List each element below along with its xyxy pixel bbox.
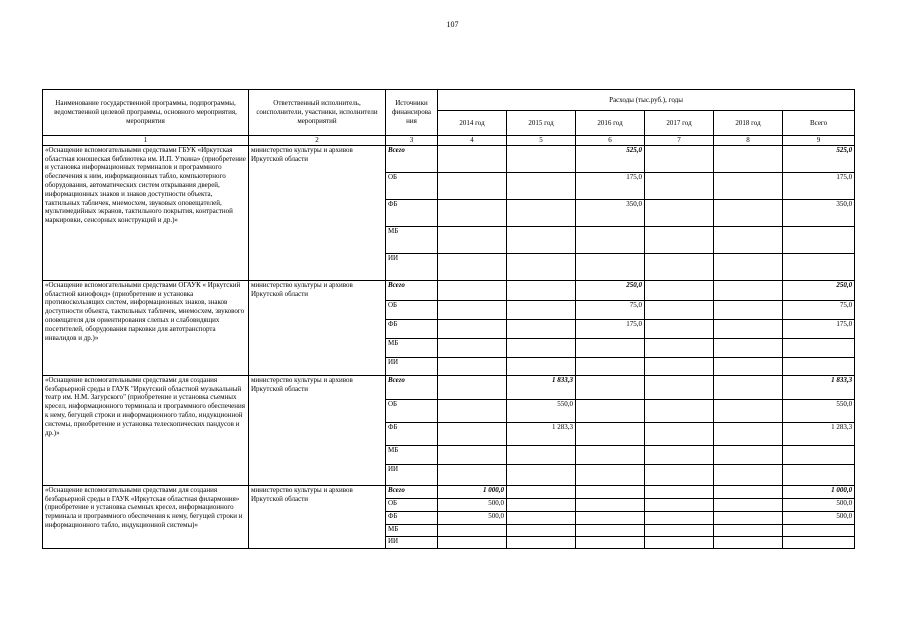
- year-value: [645, 319, 714, 338]
- year-value: [438, 253, 507, 280]
- table-row: [43, 280, 855, 300]
- column-number: 3: [386, 136, 438, 146]
- funding-source: МБ: [386, 226, 438, 253]
- year-value: [438, 536, 507, 548]
- table-row: [43, 485, 855, 498]
- header-executor: Ответственный исполнитель, соисполнители, участники, исполнители мероприятий: [249, 90, 386, 136]
- year-value: [645, 498, 714, 511]
- activity-executor: министерство культуры и архивов Иркутской области: [249, 145, 386, 280]
- header-year: 2016 год: [576, 111, 645, 136]
- year-value: [576, 536, 645, 548]
- year-value: 175,0: [576, 172, 645, 199]
- year-value: 500,0: [438, 498, 507, 511]
- total-value: 550,0: [783, 399, 855, 422]
- column-number: 9: [783, 136, 855, 146]
- year-value: [438, 226, 507, 253]
- year-value: [645, 253, 714, 280]
- year-value: [507, 280, 576, 300]
- year-value: [438, 375, 507, 399]
- year-value: [507, 511, 576, 524]
- header-costs: Расходы (тыс.руб.), годы: [438, 90, 855, 111]
- activity-name: «Оснащение вспомогательными средствами для создания безбарьерной среды в ГАУК «Иркутская областная филармония» (приобретение и установка съемных кресел, информационного терминала и программного обеспечения к нему, бегущей строки и информационного табло, индукционной системы)»: [43, 485, 249, 548]
- year-value: [507, 498, 576, 511]
- year-value: [645, 357, 714, 375]
- year-value: 75,0: [576, 300, 645, 319]
- year-value: [645, 511, 714, 524]
- year-value: 550,0: [507, 399, 576, 422]
- year-value: [714, 226, 783, 253]
- year-value: [714, 300, 783, 319]
- year-value: [714, 498, 783, 511]
- column-number: 1: [43, 136, 249, 146]
- year-value: [714, 280, 783, 300]
- year-value: [714, 338, 783, 357]
- total-value: [783, 524, 855, 536]
- funding-source: Всего: [386, 485, 438, 498]
- year-value: [438, 280, 507, 300]
- year-value: [507, 145, 576, 172]
- total-value: [783, 253, 855, 280]
- year-value: [714, 172, 783, 199]
- year-value: [714, 357, 783, 375]
- year-value: [714, 445, 783, 464]
- year-value: [576, 226, 645, 253]
- funding-source: ОБ: [386, 498, 438, 511]
- funding-source: ИИ: [386, 253, 438, 280]
- header-year: 2014 год: [438, 111, 507, 136]
- year-value: [438, 445, 507, 464]
- year-value: [714, 511, 783, 524]
- page-number: 107: [446, 20, 459, 29]
- activity-name: «Оснащение вспомогательными средствами для создания безбарьерной среды в ГАУК "Иркутский областной музыкальный театр им. Н.М. Загурского" (приобретение и установка съемных кресел, информационного терминала и программного обеспечения к нему, бегущей строки и информационного табло, индукционной системы, приобретение и установка телескопических пандусов и др.)»: [43, 375, 249, 485]
- year-value: [507, 357, 576, 375]
- total-value: [783, 338, 855, 357]
- table-row: [43, 375, 855, 399]
- year-value: [507, 199, 576, 226]
- year-value: [507, 524, 576, 536]
- funding-source: ОБ: [386, 300, 438, 319]
- year-value: [645, 399, 714, 422]
- year-value: [576, 422, 645, 445]
- year-value: [507, 253, 576, 280]
- funding-source: ФБ: [386, 199, 438, 226]
- activity-executor: министерство культуры и архивов Иркутской области: [249, 280, 386, 375]
- year-value: [714, 253, 783, 280]
- funding-source: Всего: [386, 375, 438, 399]
- year-value: [438, 357, 507, 375]
- year-value: 1 283,3: [507, 422, 576, 445]
- year-value: [576, 511, 645, 524]
- total-value: 525,0: [783, 145, 855, 172]
- year-value: [438, 300, 507, 319]
- year-value: [507, 485, 576, 498]
- year-value: [576, 357, 645, 375]
- year-value: [576, 375, 645, 399]
- year-value: [645, 422, 714, 445]
- year-value: [438, 464, 507, 485]
- funding-source: МБ: [386, 445, 438, 464]
- total-value: [783, 357, 855, 375]
- activity-executor: министерство культуры и архивов Иркутской области: [249, 485, 386, 548]
- total-value: [783, 464, 855, 485]
- year-value: [507, 338, 576, 357]
- year-value: [645, 145, 714, 172]
- header-year: 2018 год: [714, 111, 783, 136]
- total-value: 500,0: [783, 498, 855, 511]
- activity-name: «Оснащение вспомогательными средствами ГБУК «Иркутская областная юношеская библиотека им. И.П. Уткина» (приобретение и установка информационных терминалов и программного обеспечения к ним, информационных табло, компьютерного оборудования, автоматических систем открывания дверей, информационных знаков и знаков доступности объекта, тактильных табличек, мнемосхем, звуковых оповещателей, мультимедийных экранов, тактильного покрытия, контрастной маркировки, сенсорных конструкций и др.)»: [43, 145, 249, 280]
- year-value: [645, 300, 714, 319]
- header-year: 2015 год: [507, 111, 576, 136]
- total-value: 500,0: [783, 511, 855, 524]
- funding-source: ИИ: [386, 536, 438, 548]
- funding-source: ИИ: [386, 464, 438, 485]
- total-value: 75,0: [783, 300, 855, 319]
- year-value: [645, 375, 714, 399]
- year-value: [645, 485, 714, 498]
- year-value: [438, 199, 507, 226]
- header-year: 2017 год: [645, 111, 714, 136]
- year-value: 175,0: [576, 319, 645, 338]
- funding-source: Всего: [386, 145, 438, 172]
- total-value: [783, 445, 855, 464]
- year-value: [576, 485, 645, 498]
- header-name: Наименование государственной программы, подпрограммы, ведомственной целевой программы, основного мероприятия, мероприятия: [43, 90, 249, 136]
- year-value: [507, 226, 576, 253]
- header-total: Всего: [783, 111, 855, 136]
- year-value: [576, 524, 645, 536]
- funding-source: ФБ: [386, 319, 438, 338]
- funding-source: МБ: [386, 524, 438, 536]
- year-value: [438, 338, 507, 357]
- year-value: [714, 145, 783, 172]
- funding-source: Всего: [386, 280, 438, 300]
- year-value: 500,0: [438, 511, 507, 524]
- year-value: [714, 422, 783, 445]
- expenses-table: [42, 89, 855, 549]
- year-value: [507, 172, 576, 199]
- year-value: [576, 498, 645, 511]
- year-value: [714, 319, 783, 338]
- column-number: 4: [438, 136, 507, 146]
- year-value: [714, 536, 783, 548]
- year-value: [438, 145, 507, 172]
- year-value: [507, 536, 576, 548]
- total-value: 1 283,3: [783, 422, 855, 445]
- year-value: [507, 300, 576, 319]
- year-value: [576, 399, 645, 422]
- year-value: [507, 445, 576, 464]
- year-value: [714, 464, 783, 485]
- year-value: [714, 375, 783, 399]
- year-value: [576, 338, 645, 357]
- table-row: [43, 145, 855, 172]
- year-value: [645, 445, 714, 464]
- total-value: 175,0: [783, 319, 855, 338]
- year-value: [576, 445, 645, 464]
- column-number: 2: [249, 136, 386, 146]
- total-value: 350,0: [783, 199, 855, 226]
- activity-executor: министерство культуры и архивов Иркутской области: [249, 375, 386, 485]
- year-value: [645, 199, 714, 226]
- total-value: 250,0: [783, 280, 855, 300]
- column-number: 6: [576, 136, 645, 146]
- column-number: 8: [714, 136, 783, 146]
- funding-source: ОБ: [386, 399, 438, 422]
- year-value: 350,0: [576, 199, 645, 226]
- funding-source: ФБ: [386, 511, 438, 524]
- year-value: [645, 524, 714, 536]
- year-value: [438, 422, 507, 445]
- column-number: 5: [507, 136, 576, 146]
- column-number: 7: [645, 136, 714, 146]
- funding-source: ФБ: [386, 422, 438, 445]
- year-value: 525,0: [576, 145, 645, 172]
- header-source: Источники финансирова ния: [386, 90, 438, 136]
- total-value: 175,0: [783, 172, 855, 199]
- funding-source: МБ: [386, 338, 438, 357]
- year-value: [438, 524, 507, 536]
- year-value: [645, 464, 714, 485]
- total-value: 1 000,0: [783, 485, 855, 498]
- year-value: [645, 536, 714, 548]
- funding-source: ИИ: [386, 357, 438, 375]
- year-value: 1 000,0: [438, 485, 507, 498]
- year-value: [438, 319, 507, 338]
- total-value: [783, 536, 855, 548]
- year-value: [645, 172, 714, 199]
- funding-source: ОБ: [386, 172, 438, 199]
- year-value: [507, 319, 576, 338]
- year-value: [438, 172, 507, 199]
- year-value: [645, 226, 714, 253]
- year-value: [645, 280, 714, 300]
- activity-name: «Оснащение вспомогательными средствами ОГАУК « Иркутский областной кинофонд» (приобретение и установка противоскользящих систем, информационных знаков, знаков доступности объекта, тактильных табличек, мнемосхем, звукового оповещателя для ориентирования слепых и слабовидящих посетителей, оборудования парковки для автотранспорта инвалидов и др.)»: [43, 280, 249, 375]
- year-value: 1 833,3: [507, 375, 576, 399]
- year-value: [714, 485, 783, 498]
- year-value: [714, 199, 783, 226]
- year-value: [576, 464, 645, 485]
- year-value: 250,0: [576, 280, 645, 300]
- year-value: [576, 253, 645, 280]
- year-value: [714, 524, 783, 536]
- total-value: [783, 226, 855, 253]
- total-value: 1 833,3: [783, 375, 855, 399]
- year-value: [507, 464, 576, 485]
- year-value: [645, 338, 714, 357]
- year-value: [714, 399, 783, 422]
- year-value: [438, 399, 507, 422]
